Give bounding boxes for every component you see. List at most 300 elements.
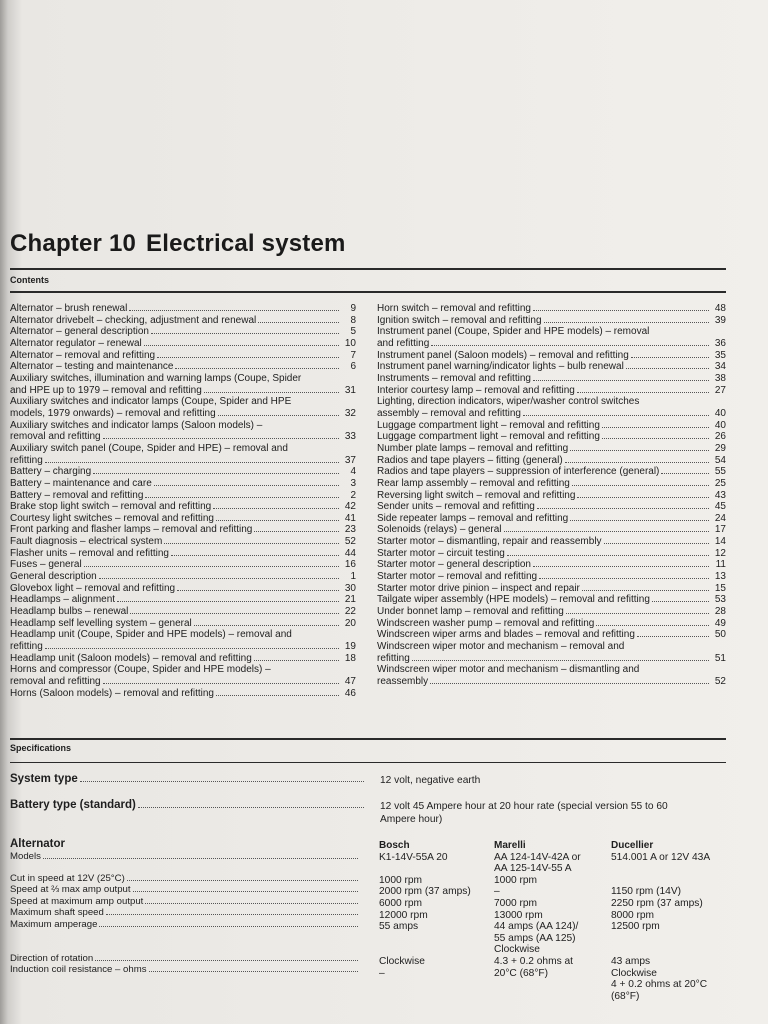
entry-page-number: 40	[714, 419, 726, 431]
entry-text: Glovebox light – removal and refitting	[10, 582, 176, 594]
contents-entry	[377, 315, 726, 327]
contents-entry	[10, 548, 356, 560]
leader-dots	[45, 648, 339, 649]
leader-dots	[216, 695, 339, 696]
entry-row	[377, 385, 726, 397]
spec-label: Induction coil resistance – ohms	[10, 964, 147, 976]
specifications-top-rule	[10, 738, 726, 740]
entry-text: removal and refitting	[10, 431, 101, 443]
entry-page-number: 13	[714, 571, 726, 583]
entry-row	[377, 455, 726, 467]
entry-page-number: 31	[344, 384, 356, 396]
contents-entry	[377, 664, 726, 687]
entry-row	[377, 548, 726, 560]
leader-dots	[539, 578, 709, 579]
leader-dots	[537, 508, 709, 509]
entry-text: Battery – maintenance and care	[10, 477, 152, 489]
spec-label: Speed at maximum amp output	[10, 895, 144, 907]
alternator-spec-row	[10, 919, 362, 931]
leader-dots	[258, 322, 339, 323]
leader-dots	[431, 345, 709, 346]
contents-entry	[10, 338, 356, 350]
leader-dots	[412, 660, 709, 661]
entry-text: Fuses – general	[10, 559, 82, 571]
leader-dots	[84, 566, 339, 567]
spec-value	[611, 933, 710, 945]
contents-entry	[377, 548, 726, 560]
entry-row	[10, 303, 356, 315]
leader-dots	[130, 613, 339, 614]
leader-dots	[127, 880, 358, 881]
entry-text: refitting	[377, 652, 410, 664]
spec-value: 1000 rpm	[494, 874, 538, 886]
entry-row	[10, 501, 356, 513]
entry-text: Battery – charging	[10, 466, 92, 478]
spec-label: Speed at ⅔ max amp output	[10, 884, 131, 896]
bosch-heading: Bosch	[379, 840, 410, 851]
entry-text-line: Instrument panel (Coupe, Spider and HPE models) – removal	[377, 326, 650, 338]
alternator-spec-row	[10, 851, 362, 863]
leader-dots	[565, 462, 709, 463]
chapter-name: Electrical system	[146, 230, 346, 257]
contents-entry	[377, 594, 726, 606]
entry-text: Alternator regulator – renewal	[10, 337, 142, 349]
entry-row	[10, 466, 356, 478]
entry-page-number: 30	[344, 582, 356, 594]
entry-text: removal and refitting	[10, 676, 101, 687]
contents-entry	[10, 524, 356, 536]
spec-value: Clockwise	[494, 944, 540, 956]
entry-row	[377, 408, 726, 420]
entry-text: Headlamp bulbs – renewal	[10, 606, 129, 618]
entry-row	[10, 385, 356, 397]
leader-dots	[430, 683, 709, 684]
entry-text: models, 1979 onwards) – removal and refitting	[10, 407, 216, 419]
specifications-label: Specifications	[10, 743, 72, 753]
leader-dots	[117, 601, 339, 602]
entry-row	[377, 443, 726, 455]
alternator-spec-row	[10, 907, 362, 919]
spec-value: 55 amps (AA 125)	[494, 932, 576, 944]
entry-row	[10, 583, 356, 595]
leader-dots	[133, 891, 358, 892]
contents-entry	[10, 303, 356, 315]
alternator-spec-row	[10, 953, 362, 965]
contents-entry	[10, 350, 356, 362]
entry-text: Instruments – removal and refitting	[377, 372, 531, 384]
entry-text: Alternator – brush renewal	[10, 303, 128, 314]
entry-row	[377, 676, 726, 688]
alternator-spec-row	[10, 873, 362, 885]
spec-value: Clockwise	[379, 955, 425, 967]
leader-dots	[204, 392, 339, 393]
contents-entry	[10, 466, 356, 478]
contents-entry	[377, 524, 726, 536]
entry-page-number: 23	[344, 524, 356, 536]
entry-text: Under bonnet lamp – removal and refitting	[377, 606, 564, 618]
contents-entry	[10, 536, 356, 548]
leader-dots	[254, 531, 339, 532]
entry-page-number: 43	[714, 489, 726, 501]
contents-entry	[377, 641, 726, 664]
leader-dots	[216, 520, 339, 521]
entry-page-number: 36	[714, 337, 726, 349]
entry-row	[377, 478, 726, 490]
entry-row	[10, 641, 356, 653]
entry-page-number: 15	[714, 582, 726, 594]
entry-row	[10, 536, 356, 548]
entry-page-number: 48	[714, 303, 726, 314]
contents-entry	[377, 536, 726, 548]
leader-dots	[533, 310, 709, 311]
leader-dots	[631, 357, 709, 358]
spec-battery-type	[10, 799, 726, 825]
entry-text: Alternator – removal and refitting	[10, 349, 156, 361]
entry-text: Headlamp self levelling system – general	[10, 617, 192, 629]
spec-value: 6000 rpm	[379, 897, 423, 909]
contents-entry	[10, 664, 356, 687]
contents-entry	[10, 594, 356, 606]
chapter-number: Chapter 10	[10, 230, 137, 257]
alternator-labels	[10, 838, 362, 976]
entry-text: Luggage compartment light – removal and refitting	[377, 431, 600, 443]
entry-text: Horns (Saloon models) – removal and refitting	[10, 687, 214, 699]
spec-value	[611, 863, 710, 875]
entry-page-number: 33	[344, 431, 356, 443]
entry-text: and HPE up to 1979 – removal and refitting	[10, 384, 202, 396]
entry-row	[10, 618, 356, 630]
contents-entry	[377, 559, 726, 571]
entry-page-number: 19	[344, 641, 356, 653]
entry-page-number: 54	[714, 454, 726, 466]
contents-label: Contents	[10, 275, 49, 285]
contents-entry	[377, 618, 726, 630]
leader-dots	[145, 497, 339, 498]
leader-dots	[194, 625, 339, 626]
entry-page-number: 10	[344, 337, 356, 349]
entry-row	[377, 536, 726, 548]
contents-entry	[10, 361, 356, 373]
entry-page-number: 41	[344, 512, 356, 524]
spec-value: 12 volt, negative earth	[380, 775, 481, 786]
entry-text: refitting	[10, 641, 43, 653]
spec-label: Cut in speed at 12V (25°C)	[10, 872, 125, 884]
entry-row	[377, 350, 726, 362]
entry-row	[377, 431, 726, 443]
entry-row	[10, 315, 356, 327]
entry-text: Rear lamp assembly – removal and refitting	[377, 477, 570, 489]
entry-row	[377, 338, 726, 350]
spec-label: Models	[10, 851, 41, 862]
contents-entry	[377, 303, 726, 315]
entry-page-number: 51	[714, 652, 726, 664]
contents-entry	[10, 420, 356, 443]
entry-text: Side repeater lamps – removal and refitting	[377, 512, 569, 524]
spec-value: 514.001 A or 12V 43A	[611, 851, 711, 863]
entry-page-number: 7	[350, 349, 356, 361]
contents-entry	[377, 583, 726, 595]
entry-row	[377, 303, 726, 315]
contents-entry	[10, 478, 356, 490]
contents-entry	[10, 559, 356, 571]
entry-text: Starter motor – circuit testing	[377, 547, 505, 559]
spec-value: 2250 rpm (37 amps)	[611, 897, 703, 909]
entry-row	[377, 501, 726, 513]
entry-text: Headlamp unit (Saloon models) – removal and refitting	[10, 652, 252, 664]
ducellier-heading: Ducellier	[611, 840, 654, 851]
leader-dots	[164, 543, 339, 544]
entry-page-number: 44	[344, 547, 356, 559]
entry-page-number: 6	[350, 361, 356, 373]
entry-text: Luggage compartment light – removal and refitting	[377, 419, 600, 431]
leader-dots	[566, 613, 709, 614]
leader-dots	[103, 438, 339, 439]
entry-text-line: Windscreen wiper motor and mechanism – removal and	[377, 641, 625, 653]
leader-dots	[254, 660, 339, 661]
entry-page-number: 55	[714, 466, 726, 478]
contents-entry	[377, 431, 726, 443]
leader-dots	[157, 357, 339, 358]
spec-value: 43 amps	[611, 955, 651, 967]
entry-row	[10, 606, 356, 618]
leader-dots	[570, 450, 709, 451]
contents-entry	[377, 385, 726, 397]
contents-entry	[10, 490, 356, 502]
contents-entry	[10, 618, 356, 630]
entry-text: Courtesy light switches – removal and refitting	[10, 512, 214, 524]
contents-left-column	[10, 303, 356, 699]
entry-row	[377, 373, 726, 385]
spec-value: AA 125-14V-55 A	[494, 863, 572, 875]
entry-page-number: 45	[714, 501, 726, 513]
entry-text: Alternator – testing and maintenance	[10, 361, 174, 373]
entry-text: Instrument panel (Saloon models) – removal and refitting	[377, 349, 629, 361]
spec-value	[611, 944, 710, 956]
entry-row	[10, 350, 356, 362]
contents-entry	[10, 315, 356, 327]
alternator-spec-row	[10, 964, 362, 976]
entry-page-number: 9	[350, 303, 356, 314]
entry-text: Windscreen wiper arms and blades – removal and refitting	[377, 629, 635, 641]
contents-entry	[10, 606, 356, 618]
contents-entry	[377, 478, 726, 490]
leader-dots	[144, 345, 339, 346]
leader-dots	[175, 368, 339, 369]
leader-dots	[577, 392, 709, 393]
leader-dots	[43, 858, 358, 859]
contents-entry	[377, 326, 726, 349]
entry-page-number: 52	[344, 536, 356, 548]
entry-row	[10, 455, 356, 467]
entry-page-number: 27	[714, 384, 726, 396]
leader-dots	[637, 636, 709, 637]
leader-dots	[507, 555, 709, 556]
spec-value: –	[379, 967, 385, 979]
entry-page-number: 46	[344, 687, 356, 699]
contents-entry	[10, 513, 356, 525]
entry-page-number: 32	[344, 407, 356, 419]
contents-entry	[377, 490, 726, 502]
leader-dots	[523, 415, 709, 416]
entry-page-number: 40	[714, 407, 726, 419]
entry-row	[10, 431, 356, 443]
spec-value: –	[494, 886, 500, 898]
entry-text: Radios and tape players – fitting (general)	[377, 454, 563, 466]
alternator-spec-row	[10, 896, 362, 908]
entry-row	[377, 583, 726, 595]
entry-page-number: 20	[344, 617, 356, 629]
entry-text: Reversing light switch – removal and refitting	[377, 489, 576, 501]
entry-row	[377, 606, 726, 618]
entry-text: Front parking and flasher lamps – removal and refitting	[10, 524, 253, 536]
leader-dots	[582, 590, 709, 591]
leader-dots	[652, 601, 709, 602]
leader-dots	[604, 543, 709, 544]
entry-page-number: 3	[350, 477, 356, 489]
spec-value: 20°C (68°F)	[494, 967, 549, 979]
leader-dots	[129, 310, 339, 311]
entry-text: Starter motor – removal and refitting	[377, 571, 538, 583]
leader-dots	[218, 415, 339, 416]
entry-page-number: 8	[350, 314, 356, 326]
entry-page-number: 42	[344, 501, 356, 513]
entry-text-line: Auxiliary switches and indicator lamps (Coupe, Spider and HPE	[10, 396, 292, 408]
spec-label: System type	[10, 773, 78, 785]
contents-entry	[377, 571, 726, 583]
entry-row	[377, 559, 726, 571]
entry-text: Fault diagnosis – electrical system	[10, 536, 163, 548]
title-rule	[10, 268, 726, 270]
spec-value: 44 amps (AA 124)/	[494, 921, 579, 933]
spec-value: 13000 rpm	[494, 909, 543, 921]
spec-value: 12000 rpm	[379, 909, 428, 921]
entry-page-number: 24	[714, 512, 726, 524]
contents-entry	[377, 420, 726, 432]
marelli-heading: Marelli	[494, 840, 526, 851]
leader-dots	[138, 807, 364, 808]
spec-value: 4.3 + 0.2 ohms at	[494, 955, 574, 967]
entry-page-number: 14	[714, 536, 726, 548]
contents-entry	[10, 629, 356, 652]
entry-page-number: 53	[714, 594, 726, 606]
entry-row	[377, 490, 726, 502]
leader-dots	[103, 683, 339, 684]
entry-page-number: 39	[714, 314, 726, 326]
leader-dots	[533, 380, 709, 381]
spec-value: Clockwise	[611, 967, 657, 979]
entry-page-number: 12	[714, 547, 726, 559]
entry-text-line: Auxiliary switches, illumination and warning lamps (Coupe, Spider	[10, 372, 302, 384]
contents-rule	[10, 291, 726, 293]
entry-text: Number plate lamps – removal and refitting	[377, 442, 569, 454]
leader-dots	[171, 555, 339, 556]
chapter-title	[10, 230, 346, 258]
contents-entry	[10, 688, 356, 700]
specifications-rule	[10, 762, 726, 763]
entry-page-number: 16	[344, 559, 356, 571]
entry-page-number: 35	[714, 349, 726, 361]
entry-row	[377, 466, 726, 478]
contents-entry	[10, 653, 356, 665]
contents-entry	[10, 571, 356, 583]
entry-page-number: 29	[714, 442, 726, 454]
leader-dots	[661, 473, 709, 474]
entry-page-number: 1	[350, 571, 356, 583]
contents-entry	[377, 513, 726, 525]
entry-text: Windscreen washer pump – removal and refitting	[377, 617, 595, 629]
entry-text: Sender units – removal and refitting	[377, 501, 535, 513]
entry-text-line: Lighting, direction indicators, wiper/washer control switches	[377, 396, 640, 408]
contents-right-column	[377, 303, 726, 688]
entry-page-number: 47	[344, 676, 356, 687]
leader-dots	[577, 497, 709, 498]
contents-entry	[377, 455, 726, 467]
spec-label: Battery type (standard)	[10, 799, 136, 811]
entry-page-number: 49	[714, 617, 726, 629]
leader-dots	[106, 914, 358, 915]
ducellier-column	[611, 840, 710, 1002]
leader-dots	[533, 566, 709, 567]
alternator-heading: Alternator	[10, 838, 65, 850]
spec-value: 4 + 0.2 ohms at 20°C	[611, 979, 708, 991]
entry-page-number: 22	[344, 606, 356, 618]
entry-row	[10, 559, 356, 571]
entry-row	[10, 408, 356, 420]
spec-value: 8000 rpm	[611, 909, 655, 921]
entry-text: Brake stop light switch – removal and refitting	[10, 501, 212, 513]
entry-text: Headlamps – alignment	[10, 594, 116, 606]
entry-page-number: 25	[714, 477, 726, 489]
entry-page-number: 50	[714, 629, 726, 641]
entry-text: Starter motor – dismantling, repair and reassembly	[377, 536, 602, 548]
spec-value: 1000 rpm	[379, 874, 423, 886]
entry-row	[10, 326, 356, 338]
contents-entry	[377, 629, 726, 641]
entry-page-number: 2	[350, 489, 356, 501]
contents-entry	[377, 606, 726, 618]
spec-value: 2000 rpm (37 amps)	[379, 886, 471, 898]
entry-row	[377, 594, 726, 606]
spec-label: Direction of rotation	[10, 952, 94, 964]
entry-text-line: Headlamp unit (Coupe, Spider and HPE models) – removal and	[10, 629, 292, 641]
entry-text: assembly – removal and refitting	[377, 407, 521, 419]
leader-dots	[596, 625, 709, 626]
entry-page-number: 28	[714, 606, 726, 618]
alternator-spec-row	[10, 884, 362, 896]
entry-text: Alternator drivebelt – checking, adjustment and renewal	[10, 314, 257, 326]
contents-entry	[10, 443, 356, 466]
entry-text-line: Auxiliary switch panel (Coupe, Spider and HPE) – removal and	[10, 442, 288, 454]
entry-row	[377, 653, 726, 665]
spec-value: 1150 rpm (14V)	[611, 886, 682, 898]
entry-text: Horn switch – removal and refitting	[377, 303, 531, 314]
entry-page-number: 34	[714, 361, 726, 373]
leader-dots	[154, 485, 339, 486]
entry-text: Starter motor drive pinion – inspect and repair	[377, 582, 580, 594]
leader-dots	[95, 960, 358, 961]
contents-entry	[377, 373, 726, 385]
entry-text: Instrument panel warning/indicator lights – bulb renewal	[377, 361, 624, 373]
spec-label: Maximum amperage	[10, 918, 98, 930]
entry-page-number: 5	[350, 326, 356, 338]
entry-text: Alternator – general description	[10, 326, 149, 338]
entry-row	[10, 548, 356, 560]
entry-row	[10, 676, 356, 688]
leader-dots	[213, 508, 339, 509]
spec-value-line: Ampere hour)	[380, 813, 443, 825]
leader-dots	[45, 462, 339, 463]
entry-row	[10, 571, 356, 583]
